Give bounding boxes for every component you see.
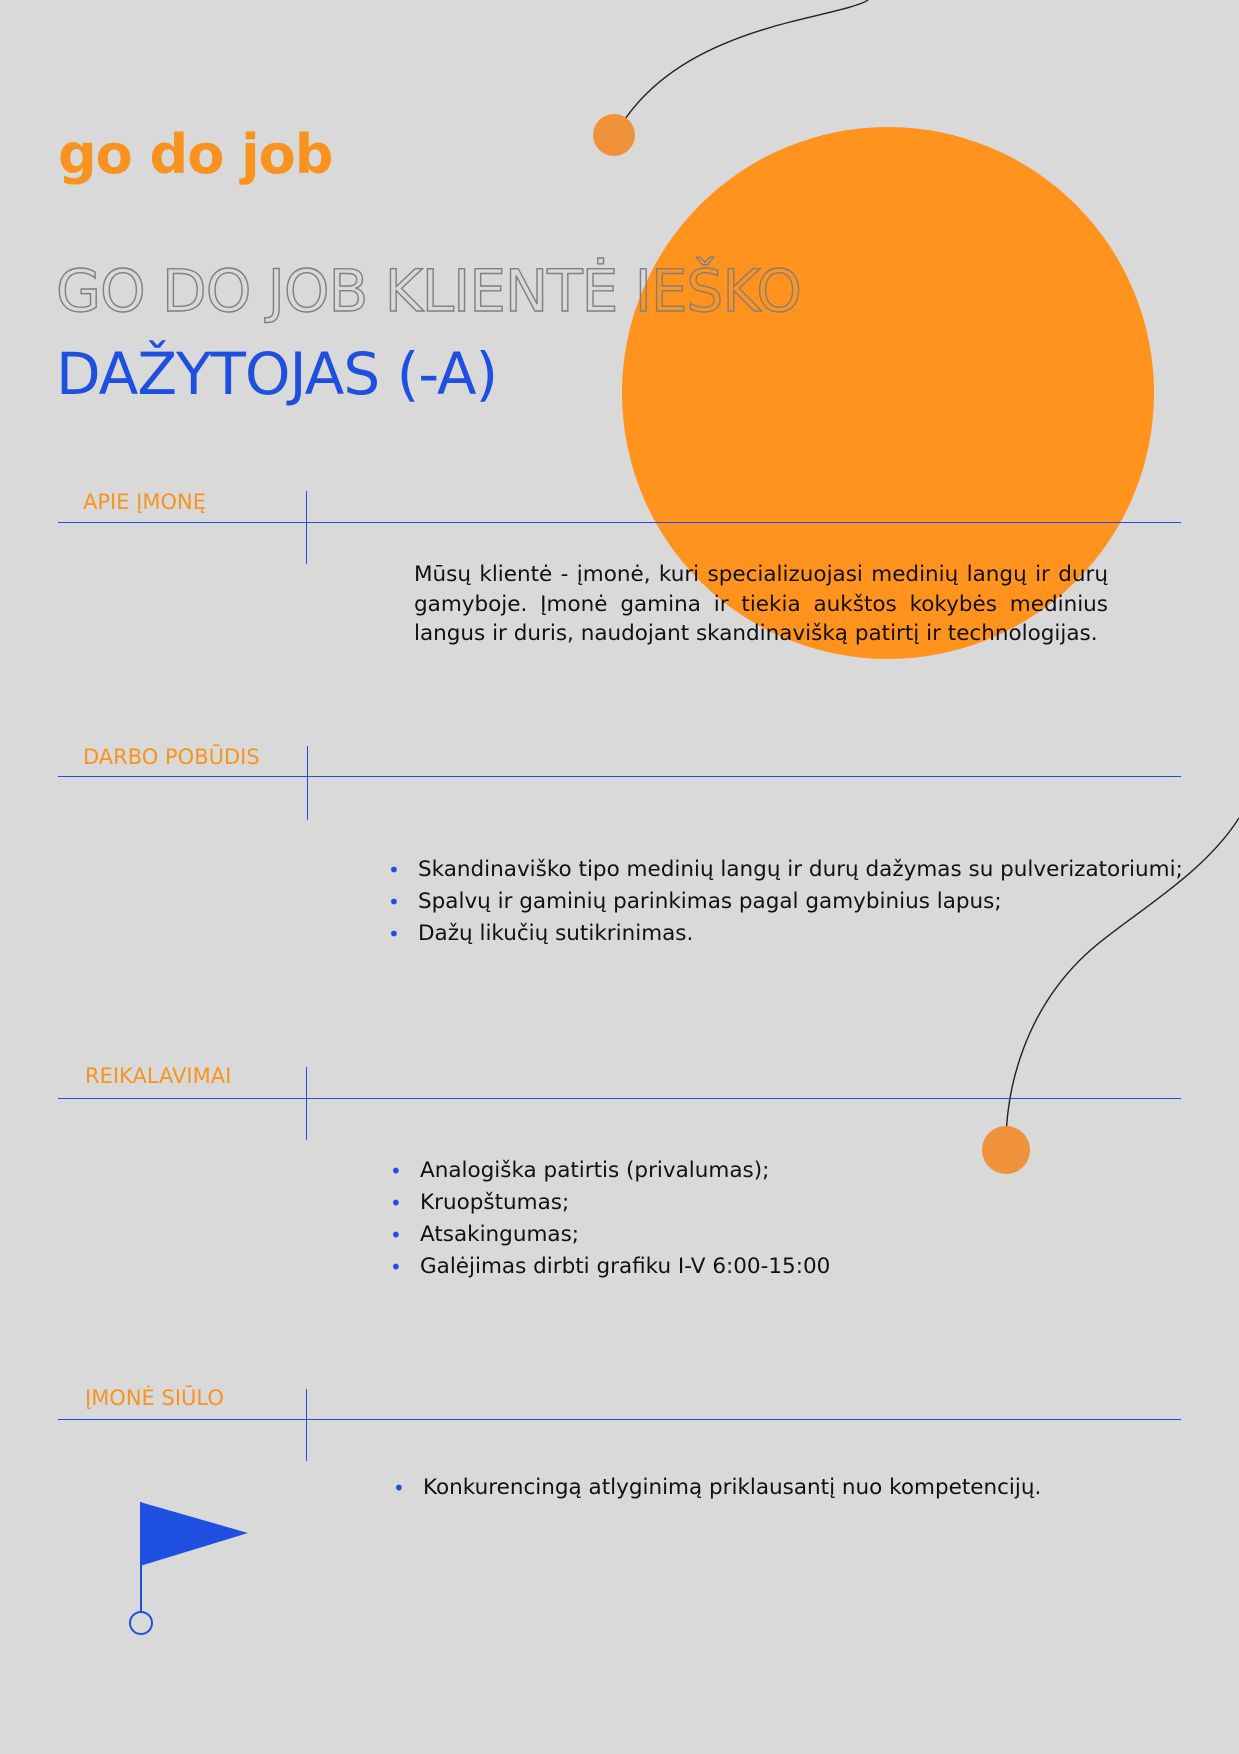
about-text: Mūsų klientė - įmonė, kuri specializuojasi medinių langų ir durų gamyboje. Įmonė gamina ir tiekia aukštos kokybės medinius langus ir duris, naudojant skandinavišką patirtį ir technologijas. [414,562,1108,646]
page-title: DAŽYTOJAS (-A) [56,340,498,408]
offer-list [393,1472,1041,1504]
list-item: • Dažų likučių sutikrinimas. [388,918,1183,950]
list-item: • Spalvų ir gaminių parinkimas pagal gamybinius lapus; [388,886,1183,918]
divider-vertical-offer [306,1389,307,1461]
list-item: • Analogiška patirtis (privalumas); [390,1155,830,1187]
list-item: • Konkurencingą atlyginimą priklausantį nuo kompetencijų. [393,1472,1041,1504]
list-item: • Skandinaviško tipo medinių langų ir durų dažymas su pulverizatoriumi; [388,854,1183,886]
logo: go do job [58,123,333,186]
divider-about [58,522,1181,523]
section-label-requirements: REIKALAVIMAI [85,1064,232,1088]
requirements-list [390,1155,830,1283]
list-item: • Kruopštumas; [390,1187,830,1219]
list-item: • Atsakingumas; [390,1219,830,1251]
duties-list [388,854,1183,950]
divider-requirements [58,1098,1181,1099]
divider-vertical-requirements [306,1067,307,1140]
divider-vertical-about [306,491,307,564]
divider-offer [58,1419,1181,1420]
section-label-offer: ĮMONĖ SIŪLO [85,1386,224,1410]
page-subtitle: GO DO JOB KLIENTĖ IEŠKO [56,257,801,325]
top-curve-line [614,0,868,137]
section-label-duties: DARBO POBŪDIS [83,745,260,769]
small-orange-dot-top [593,114,635,156]
divider-vertical-duties [307,746,308,820]
small-orange-dot-right [982,1126,1030,1174]
divider-duties [58,776,1181,777]
section-label-about: APIE ĮMONĘ [83,490,206,514]
list-item: • Galėjimas dirbti grafiku I-V 6:00-15:00 [390,1251,830,1283]
flag-icon [126,1498,252,1638]
